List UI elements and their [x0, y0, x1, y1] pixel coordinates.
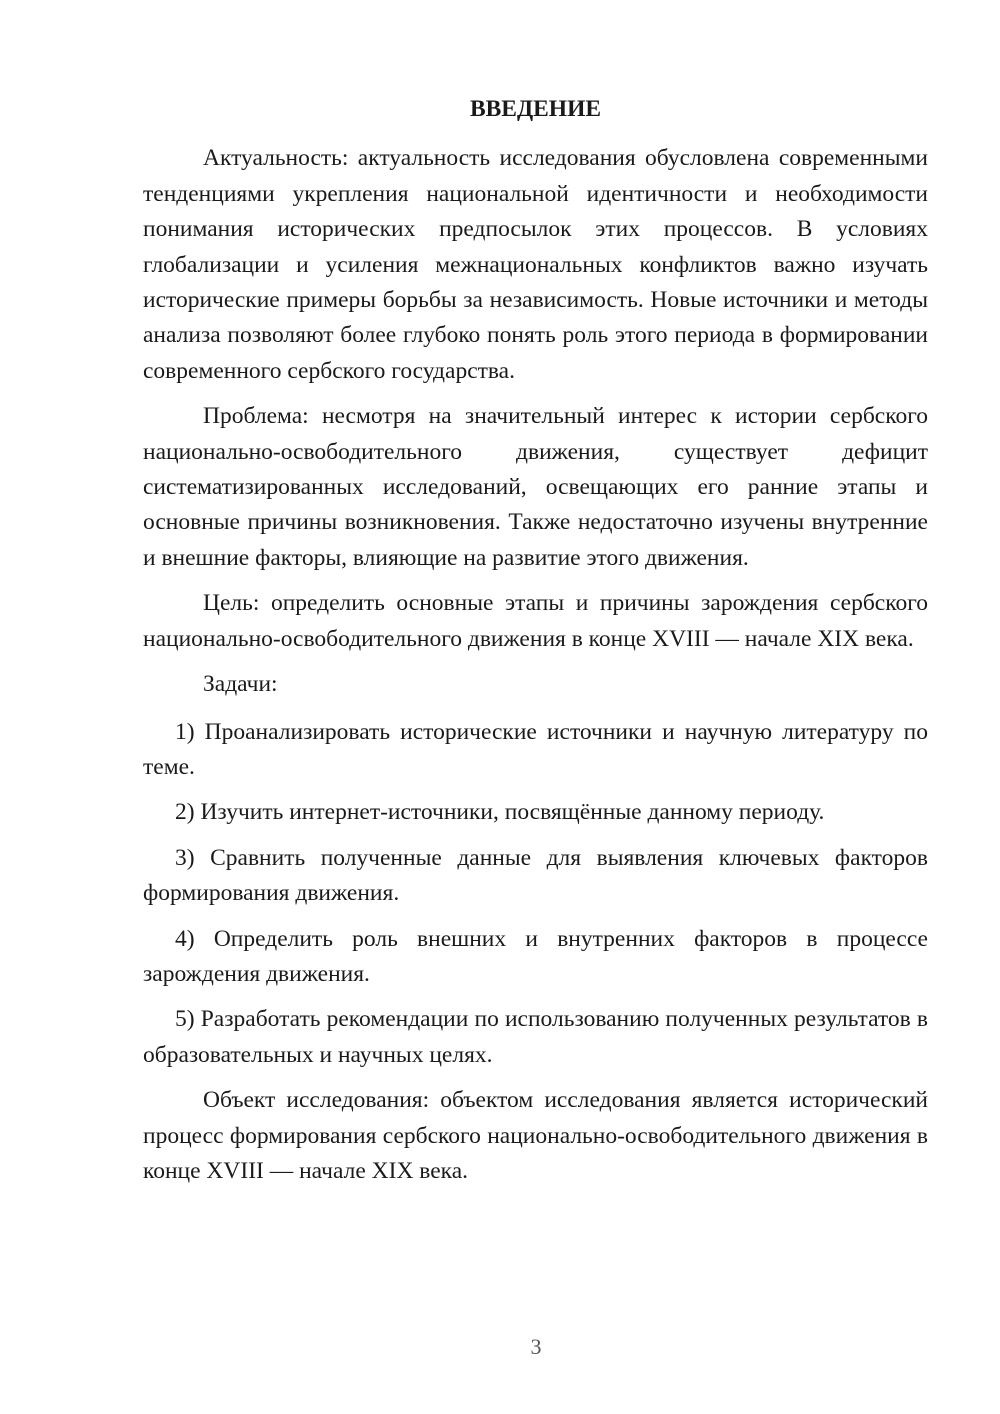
- paragraph-relevance: Актуальность: актуальность исследования обусловлена современными тенденциями укрепления национальной идентичности и необходимости понимания исторических предпосылок этих процессов. В условиях глобализации и усиления межнациональных конфликтов важно изучать исторические примеры борьбы за независимость. Новые источники и методы анализа позволяют более глубоко понять роль этого периода в формировании современного сербского государства.: [143, 145, 928, 384]
- paragraph-object: Объект исследования: объектом исследования является исторический процесс формирования сербского национально-освободительного движения в конце XVIII — начале XIX века.: [143, 1087, 928, 1184]
- task-list: [143, 715, 928, 1074]
- page-number: 3: [530, 1334, 542, 1359]
- page-title: ВВЕДЕНИЕ: [469, 96, 602, 122]
- task-item: 5) Разработать рекомендации по использованию полученных результатов в образовательных и научных целях.: [143, 1006, 928, 1068]
- task-item: 4) Определить роль внешних и внутренних факторов в процессе зарождения движения.: [143, 925, 928, 987]
- task-item: 3) Сравнить полученные данные для выявления ключевых факторов формирования движения.: [143, 844, 928, 907]
- paragraph-goal: Цель: определить основные этапы и причины зарождения сербского национально-освободительного движения в конце XVIII — начале XIX века.: [143, 590, 928, 652]
- task-item: 1) Проанализировать исторические источники и научную литературу по теме.: [143, 718, 928, 780]
- page-content: [143, 92, 928, 1199]
- task-item: 2) Изучить интернет-источники, посвящённые данному периоду.: [175, 799, 825, 826]
- tasks-heading: Задачи:: [203, 671, 278, 698]
- paragraph-problem: Проблема: несмотря на значительный интерес к истории сербского национально-освободительного движения, существует дефицит систематизированных исследований, освещающих его ранние этапы и основные причины возникновения. Также недостаточно изучены внутренние и внешние факторы, влияющие на развитие этого движения.: [143, 403, 928, 571]
